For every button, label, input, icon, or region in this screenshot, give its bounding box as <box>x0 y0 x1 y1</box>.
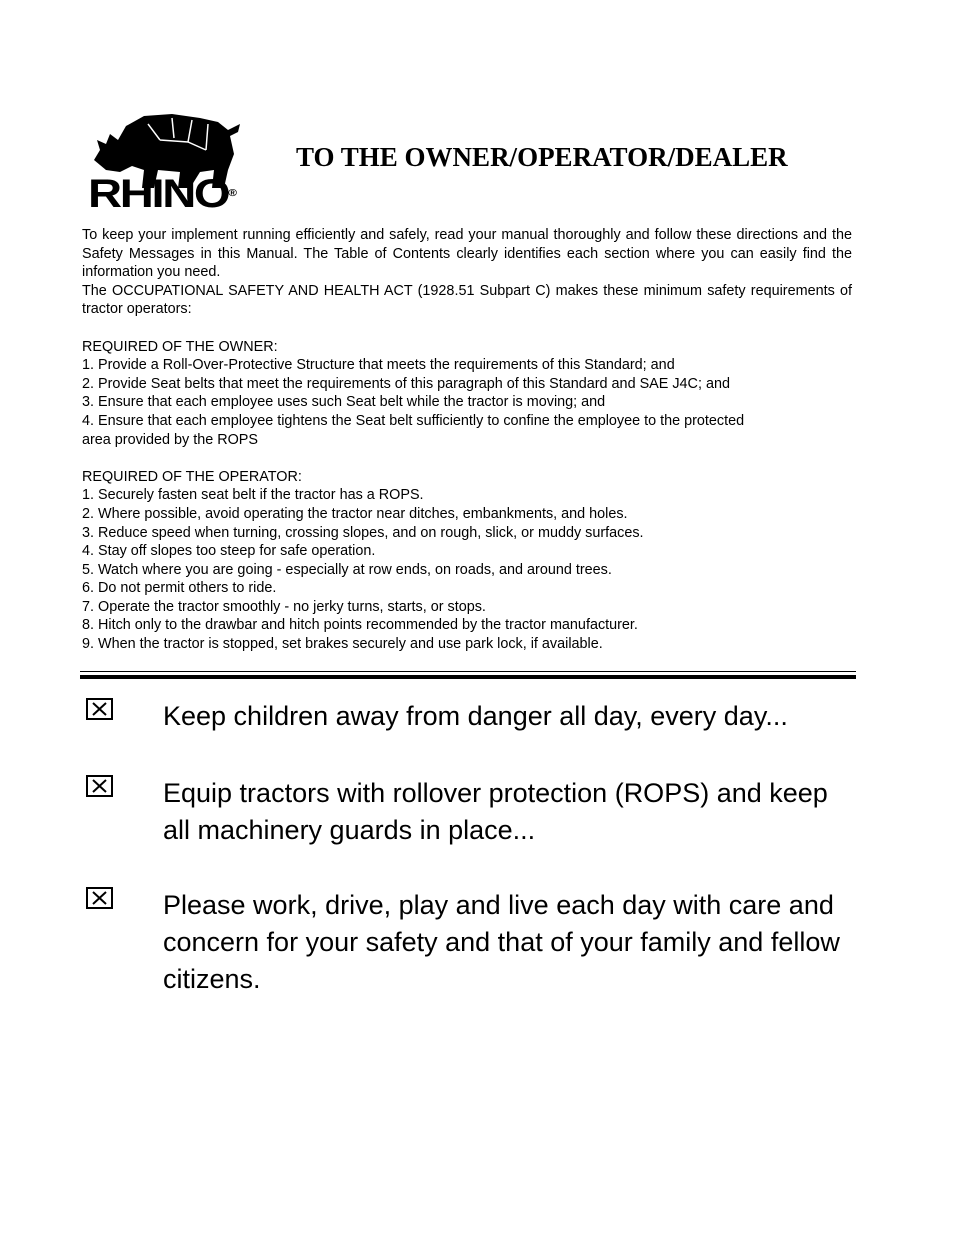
owner-heading: REQUIRED OF THE OWNER: <box>82 338 278 355</box>
owner-item: 4. Ensure that each employee tightens the Seat belt sufficiently to confine the employee to the protected <box>82 412 745 429</box>
osha-paragraph: The OCCUPATIONAL SAFETY AND HEALTH ACT (1928.51 Subpart C) makes these minimum safety requirements of tractor operators: <box>82 282 852 318</box>
owner-item: 3. Ensure that each employee uses such Seat belt while the tractor is moving; and <box>82 394 606 411</box>
operator-item: 7. Operate the tractor smoothly - no jerky turns, starts, or stops. <box>82 598 486 615</box>
checked-box-icon <box>86 698 113 720</box>
safety-bullet-text: Equip tractors with rollover protection (ROPS) and keep all machinery guards in place... <box>163 778 828 845</box>
safety-bullet-text: Please work, drive, play and live each day with care and concern for your safety and that of your family and fellow citizens. <box>163 890 840 994</box>
operator-item: 4. Stay off slopes too steep for safe operation. <box>82 543 376 560</box>
rhino-logo <box>88 110 244 214</box>
logo-wordmark: RHINO® <box>88 172 237 216</box>
owner-item: area provided by the ROPS <box>82 431 258 448</box>
operator-item: 1. Securely fasten seat belt if the tractor has a ROPS. <box>82 487 424 504</box>
divider-thin <box>80 671 856 672</box>
page-title: TO THE OWNER/OPERATOR/DEALER <box>296 142 788 172</box>
divider-thick <box>80 675 856 679</box>
checked-box-icon <box>86 775 113 797</box>
operator-item: 2. Where possible, avoid operating the tractor near ditches, embankments, and holes. <box>82 505 628 522</box>
document-body <box>82 226 852 654</box>
owner-item: 2. Provide Seat belts that meet the requirements of this paragraph of this Standard and SAE J4C; and <box>82 375 730 392</box>
registered-mark: ® <box>228 188 237 199</box>
operator-item: 5. Watch where you are going - especially at row ends, on roads, and around trees. <box>82 561 612 578</box>
operator-item: 6. Do not permit others to ride. <box>82 580 277 597</box>
operator-item: 9. When the tractor is stopped, set brakes securely and use park lock, if available. <box>82 636 603 653</box>
intro-paragraph: To keep your implement running efficiently and safely, read your manual thoroughly and follow these directions and the Safety Messages in this Manual. The Table of Contents clearly identifies each section where you can easily find the information you need. <box>82 227 852 281</box>
owner-item: 1. Provide a Roll-Over-Protective Structure that meets the requirements of this Standard; and <box>82 357 675 374</box>
operator-item: 8. Hitch only to the drawbar and hitch points recommended by the tractor manufacturer. <box>82 617 638 634</box>
safety-bullet-text: Keep children away from danger all day, every day... <box>163 701 788 731</box>
operator-heading: REQUIRED OF THE OPERATOR: <box>82 468 302 485</box>
checked-box-icon <box>86 887 113 909</box>
operator-item: 3. Reduce speed when turning, crossing slopes, and on rough, slick, or muddy surfaces. <box>82 524 644 541</box>
